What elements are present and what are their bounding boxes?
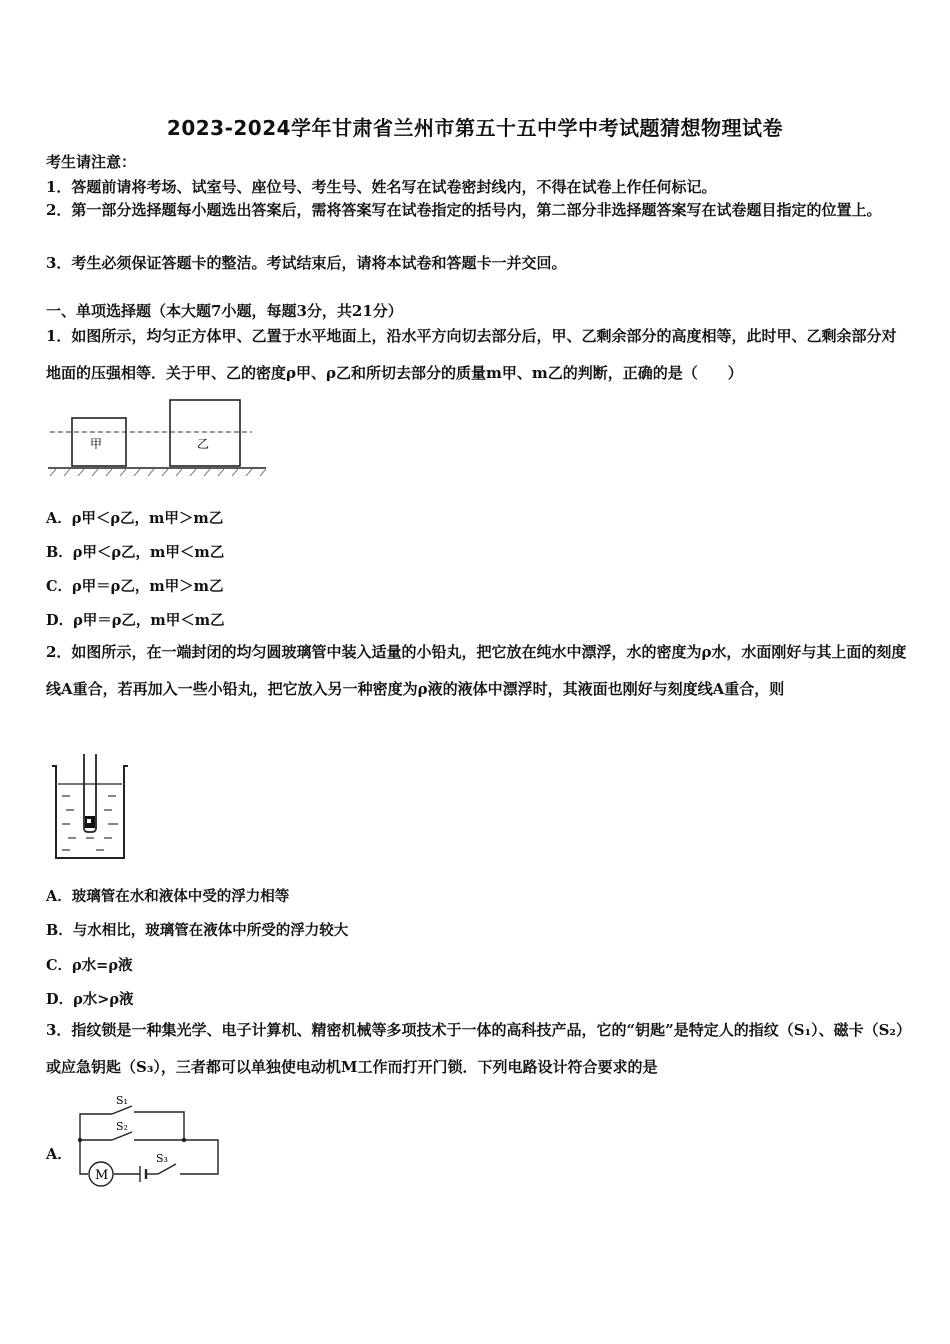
question-2-option-a: A．玻璃管在水和液体中受的浮力相等	[46, 888, 290, 905]
question-2-option-b: B．与水相比，玻璃管在液体中所受的浮力较大	[46, 922, 349, 939]
question-2-figure	[46, 752, 132, 862]
cube-yi-label: 乙	[197, 437, 210, 451]
question-2-text: 2．如图所示，在一端封闭的均匀圆玻璃管中装入适量的小铅丸，把它放在纯水中漂浮，水的密度为ρ水，水面刚好与其上面的刻度线A重合，若再加入一些小铅丸，把它放入另一种密度为ρ液的液体中漂浮时，其液面也刚好与刻度线A重合，则	[46, 643, 907, 698]
question-2-option-c: C．ρ水=ρ液	[46, 957, 133, 974]
exam-title: 2023-2024学年甘肃省兰州市第五十五中学中考试题猜想物理试卷	[166, 116, 784, 140]
cube-yi	[170, 400, 240, 466]
switch-s3	[158, 1164, 176, 1174]
label-s2: S₂	[116, 1120, 128, 1133]
question-1-option-d: D．ρ甲＝ρ乙，m甲＜m乙	[46, 612, 225, 629]
notice-item-3: 3．考生必须保证答题卡的整洁。考试结束后，请将本试卷和答题卡一并交回。	[46, 254, 567, 272]
notice-item-2: 2．第一部分选择题每小题选出答案后，需将答案写在试卷指定的括号内，第二部分非选择题答案写在试卷题目指定的位置上。	[46, 201, 882, 219]
question-3-option-a: A．	[46, 1146, 72, 1163]
question-1-option-a: A．ρ甲＜ρ乙，m甲＞m乙	[46, 510, 224, 527]
label-s1: S₁	[116, 1094, 128, 1107]
ground-hatch	[50, 469, 266, 476]
motor-label: M	[95, 1168, 109, 1183]
question-1-option-b: B．ρ甲＜ρ乙，m甲＜m乙	[46, 544, 225, 561]
cube-jia-label: 甲	[90, 437, 103, 451]
question-1-option-c: C．ρ甲＝ρ乙，m甲＞m乙	[46, 578, 224, 595]
switch-s2	[112, 1132, 132, 1140]
question-2-option-d: D．ρ水>ρ液	[46, 991, 134, 1008]
question-1-figure	[46, 396, 272, 478]
question-3-circuit-a	[72, 1092, 222, 1192]
label-s3: S₃	[156, 1152, 168, 1165]
section-heading: 一、单项选择题（本大题7小题，每题3分，共21分）	[46, 302, 403, 320]
question-1-text: 1．如图所示，均匀正方体甲、乙置于水平地面上，沿水平方向切去部分后，甲、乙剩余部分的高度相等，此时甲、乙剩余部分对地面的压强相等．关于甲、乙的密度ρ甲、ρ乙和所切去部分的质量m甲、m乙的判断，正确的是（ ）	[46, 327, 897, 382]
question-3-text: 3．指纹锁是一种集光学、电子计算机、精密机械等多项技术于一体的高科技产品，它的“钥匙”是特定人的指纹（S₁）、磁卡（S₂）或应急钥匙（S₃），三者都可以单独使电动机M工作而打开门锁．下列电路设计符合要求的是	[46, 1021, 904, 1076]
notice-item-1: 1．答题前请将考场、试室号、座位号、考生号、姓名写在试卷密封线内，不得在试卷上作任何标记。	[46, 178, 717, 196]
switch-s1	[112, 1106, 132, 1114]
beaker	[52, 766, 128, 858]
notice-heading: 考生请注意：	[46, 153, 137, 171]
